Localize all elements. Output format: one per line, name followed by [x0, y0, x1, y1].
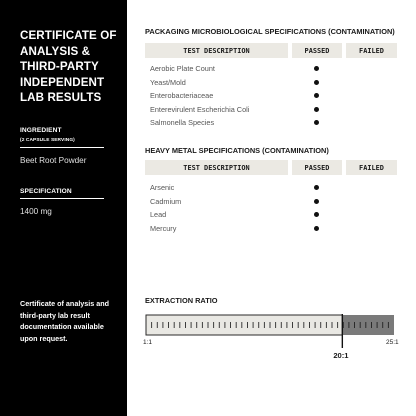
table-row	[145, 103, 397, 117]
specification-label: SPECIFICATION	[20, 188, 72, 195]
ratio-min-label: 1:1	[143, 339, 153, 346]
table-row	[145, 89, 397, 103]
table-row	[145, 222, 397, 236]
table-row	[145, 116, 397, 130]
metal-header-failed: FAILED	[346, 160, 397, 175]
table-row	[145, 62, 397, 76]
table-row	[145, 195, 397, 209]
test-name: Enterevirulent Escherichia Coli	[150, 104, 250, 114]
test-name: Cadmium	[150, 196, 182, 206]
micro-header-failed: FAILED	[346, 43, 397, 58]
sidebar	[0, 0, 127, 416]
certificate-title: CERTIFICATE OF ANALYSIS & THIRD-PARTY INDEPENDENT LAB RESULTS	[20, 29, 117, 104]
metal-header-test: TEST DESCRIPTION	[145, 160, 288, 175]
test-name: Aerobic Plate Count	[150, 64, 215, 73]
test-name: Enterobacteriaceae	[150, 91, 214, 100]
table-row	[145, 181, 397, 195]
passed-dot-icon	[314, 226, 319, 231]
passed-dot-icon	[314, 66, 319, 71]
passed-dot-icon	[314, 185, 319, 190]
passed-dot-icon	[314, 107, 319, 112]
ratio-max-label: 25:1	[386, 339, 399, 346]
passed-dot-icon	[314, 199, 319, 204]
passed-dot-icon	[314, 93, 319, 98]
table-row	[145, 208, 397, 222]
micro-section-title: PACKAGING MICROBIOLOGICAL SPECIFICATIONS (CONTAMINATION)	[145, 27, 395, 36]
test-name: Lead	[150, 210, 167, 219]
metal-header-passed: PASSED	[292, 160, 342, 175]
extraction-ratio-bar	[140, 308, 402, 358]
availability-note: Certificate of analysis and third-party lab result documentation available upon request.	[20, 299, 110, 343]
micro-header-passed: PASSED	[292, 43, 342, 58]
ingredient-label: INGREDIENT	[20, 127, 62, 134]
extraction-title: EXTRACTION RATIO	[145, 296, 218, 305]
ingredient-value: Beet Root Powder	[20, 156, 87, 165]
ratio-value-label: 20:1	[333, 351, 349, 360]
specification-divider	[20, 198, 104, 199]
micro-header-test: TEST DESCRIPTION	[145, 43, 288, 58]
table-row	[145, 76, 397, 90]
test-name: Arsenic	[150, 183, 175, 192]
ingredient-divider	[20, 147, 104, 148]
test-name: Mercury	[150, 223, 177, 233]
test-name: Salmonella Species	[150, 118, 215, 127]
passed-dot-icon	[314, 212, 319, 217]
specification-value: 1400 mg	[20, 207, 52, 216]
passed-dot-icon	[314, 80, 319, 85]
ingredient-serving: (2 CAPSULE SERVING)	[20, 138, 75, 143]
test-name: Yeast/Mold	[150, 77, 186, 87]
metal-section-title: HEAVY METAL SPECIFICATIONS (CONTAMINATION)	[145, 146, 329, 155]
passed-dot-icon	[314, 120, 319, 125]
ratio-remaining-segment	[342, 315, 394, 335]
ratio-filled-segment	[146, 315, 342, 335]
